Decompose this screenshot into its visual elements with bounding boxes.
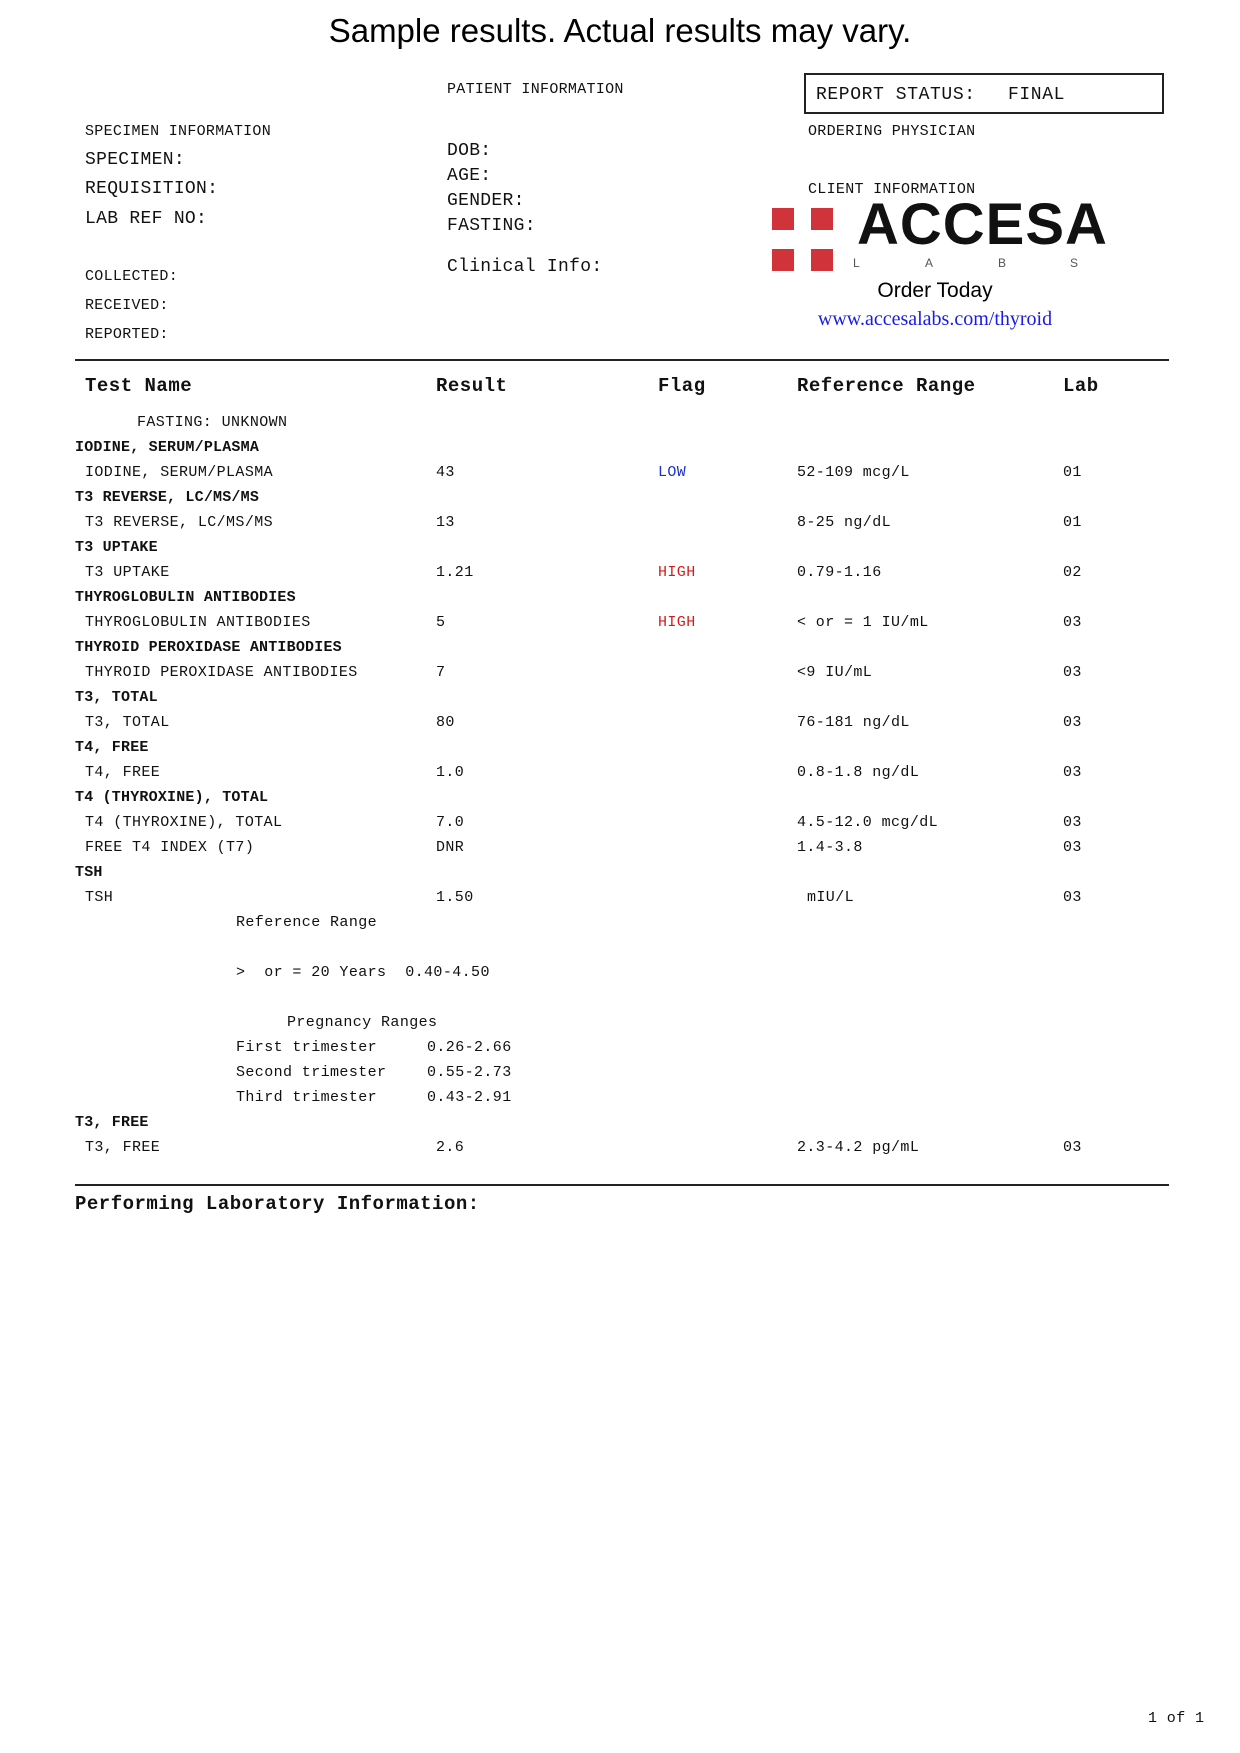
test-name: TSH [85,889,114,906]
report-status-value: FINAL [1008,85,1066,105]
fasting-note: FASTING: UNKNOWN [137,414,288,431]
col-reference-range: Reference Range [797,375,976,397]
reference-range: 76-181 ng/dL [797,714,910,731]
logo-square-icon [772,249,794,271]
client-info-heading: CLIENT INFORMATION [808,181,976,198]
test-result: 2.6 [436,1139,465,1156]
trimester-label: Second trimester [236,1064,387,1081]
received-label: RECEIVED: [85,297,169,314]
lab-code: 03 [1063,664,1082,681]
test-name: T3, TOTAL [85,714,170,731]
tsh-reference-heading: Reference Range [236,914,378,931]
lab-code: 03 [1063,714,1082,731]
test-result: 43 [436,464,455,481]
group-title: T4 (THYROXINE), TOTAL [75,789,269,806]
dob-label: DOB: [447,141,492,161]
order-today-text: Order Today [877,279,993,302]
group-title: T3 REVERSE, LC/MS/MS [75,489,260,506]
logo-labs-letter: S [1070,256,1079,270]
collected-label: COLLECTED: [85,268,179,285]
patient-info-heading: PATIENT INFORMATION [447,81,624,98]
group-title: THYROGLOBULIN ANTIBODIES [75,589,296,606]
reference-range: 0.8-1.8 ng/dL [797,764,920,781]
reference-range: 8-25 ng/dL [797,514,892,531]
trimester-range: 0.55-2.73 [427,1064,512,1081]
group-title: THYROID PEROXIDASE ANTIBODIES [75,639,342,656]
lab-code: 01 [1063,464,1082,481]
requisition-label: REQUISITION: [85,179,219,199]
test-result: DNR [436,839,465,856]
performing-lab-heading: Performing Laboratory Information: [75,1193,480,1215]
tsh-adult-range: > or = 20 Years 0.40-4.50 [236,964,490,981]
specimen-label: SPECIMEN: [85,150,185,170]
logo-wordmark: ACCESA [857,192,1108,257]
test-name: FREE T4 INDEX (T7) [85,839,255,856]
page-number: 1 of 1 [1148,1710,1205,1727]
test-result: 7.0 [436,814,465,831]
test-name: IODINE, SERUM/PLASMA [85,464,274,481]
lab-code: 03 [1063,839,1082,856]
test-name: T3, FREE [85,1139,161,1156]
lab-ref-label: LAB REF NO: [85,209,208,229]
test-result: 1.50 [436,889,474,906]
logo-square-icon [811,208,833,230]
test-name: T3 UPTAKE [85,564,170,581]
ordering-physician-heading: ORDERING PHYSICIAN [808,123,976,140]
reference-range: 4.5-12.0 mcg/dL [797,814,939,831]
test-result: 13 [436,514,455,531]
logo-square-icon [772,208,794,230]
lab-code: 03 [1063,614,1082,631]
test-result: 1.0 [436,764,465,781]
logo-labs-letter: L [853,256,860,270]
trimester-range: 0.26-2.66 [427,1039,512,1056]
trimester-label: Third trimester [236,1089,378,1106]
col-result: Result [436,375,508,397]
lab-code: 01 [1063,514,1082,531]
group-title: T4, FREE [75,739,149,756]
flag-high: HIGH [658,564,696,581]
test-name: T4 (THYROXINE), TOTAL [85,814,283,831]
reference-range: < or = 1 IU/mL [797,614,929,631]
reference-range: 0.79-1.16 [797,564,882,581]
reference-range: 2.3-4.2 pg/mL [797,1139,920,1156]
test-result: 1.21 [436,564,474,581]
col-lab: Lab [1063,375,1099,397]
fasting-label: FASTING: [447,216,536,236]
promo-url-link[interactable]: www.accesalabs.com/thyroid [817,308,1053,330]
col-test-name: Test Name [85,375,193,397]
gender-label: GENDER: [447,191,525,211]
specimen-info-heading: SPECIMEN INFORMATION [85,123,272,140]
lab-code: 03 [1063,764,1082,781]
trimester-range: 0.43-2.91 [427,1089,512,1106]
test-result: 7 [436,664,446,681]
group-title: T3, TOTAL [75,689,158,706]
reference-range: <9 IU/mL [797,664,873,681]
logo-labs-letter: B [998,256,1007,270]
test-name: T4, FREE [85,764,161,781]
group-title: TSH [75,864,103,881]
trimester-label: First trimester [236,1039,378,1056]
report-status-label: REPORT STATUS: [816,85,976,105]
lab-code: 03 [1063,889,1082,906]
test-name: THYROID PEROXIDASE ANTIBODIES [85,664,358,681]
sample-disclaimer-banner: Sample results. Actual results may vary. [328,12,912,49]
logo-labs-letter: A [925,256,934,270]
test-result: 5 [436,614,446,631]
age-label: AGE: [447,166,492,186]
footer-divider [75,1184,1169,1186]
test-result: 80 [436,714,455,731]
test-name: T3 REVERSE, LC/MS/MS [85,514,274,531]
lab-code: 02 [1063,564,1082,581]
reference-range: 52-109 mcg/L [797,464,910,481]
test-name: THYROGLOBULIN ANTIBODIES [85,614,311,631]
lab-code: 03 [1063,1139,1082,1156]
group-title: T3 UPTAKE [75,539,158,556]
group-title: T3, FREE [75,1114,149,1131]
flag-low: LOW [658,464,687,481]
clinical-info-label: Clinical Info: [447,257,603,277]
col-flag: Flag [658,375,706,397]
header-divider [75,359,1169,361]
logo-square-icon [811,249,833,271]
pregnancy-ranges-heading: Pregnancy Ranges [287,1014,438,1031]
reference-range: 1.4-3.8 [797,839,863,856]
reference-range: mIU/L [807,889,855,906]
flag-high: HIGH [658,614,696,631]
lab-code: 03 [1063,814,1082,831]
group-title: IODINE, SERUM/PLASMA [75,439,260,456]
report-status-box [804,73,1164,114]
reported-label: REPORTED: [85,326,169,343]
